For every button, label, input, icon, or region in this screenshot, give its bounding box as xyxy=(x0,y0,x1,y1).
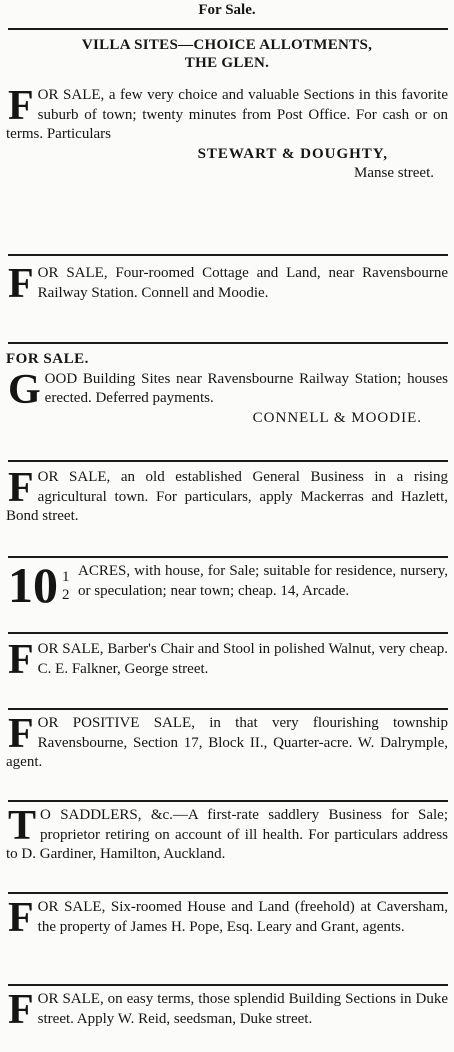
ad-cottage xyxy=(6,264,448,334)
divider xyxy=(8,342,448,344)
divider xyxy=(8,460,448,462)
ad-firm: CONNELL & MOODIE. xyxy=(252,409,422,426)
ad-villa-sites xyxy=(6,36,448,250)
fraction-bottom: 2 xyxy=(62,587,70,603)
divider xyxy=(8,556,448,558)
drop-cap: F xyxy=(8,898,34,941)
ad-body: OR SALE, a few very choice and valuable Sections in this favorite suburb of town; twenty minutes from Post Office. For cash or on terms. Particulars xyxy=(6,87,448,143)
divider xyxy=(8,632,448,634)
divider xyxy=(8,708,448,710)
divider xyxy=(8,800,448,802)
ad-body: OR SALE, an old established General Business in a rising agricultural town. For particulars, apply Mackerras and Hazlett, Bond street. xyxy=(6,469,448,525)
drop-cap: F xyxy=(8,990,34,1033)
section-header: For Sale. xyxy=(198,2,256,18)
ad-body: OR SALE, Four-roomed Cottage and Land, near Ravensbourne Railway Station. Connell and Moodie. xyxy=(37,265,448,301)
drop-cap: T xyxy=(8,806,37,849)
ad-general-business xyxy=(6,468,448,552)
drop-cap: F xyxy=(8,468,34,511)
drop-cap: 10 xyxy=(8,562,58,613)
ad-body: O SADDLERS, &c.—A first-rate saddlery Business for Sale; proprietor retiring on account of ill health. For particulars address to D. Gardiner, Hamilton, Auckland. xyxy=(6,807,448,863)
ad-heading: FOR SALE. xyxy=(6,351,89,367)
ad-firm: STEWART & DOUGHTY, xyxy=(197,145,388,162)
ad-acres xyxy=(6,562,448,630)
ad-body: OR SALE, Barber's Chair and Stool in polished Walnut, very cheap. C. E. Falkner, George street. xyxy=(37,641,448,677)
divider xyxy=(8,254,448,256)
drop-cap: F xyxy=(8,714,34,757)
ad-positive-sale xyxy=(6,714,448,798)
ad-saddlers xyxy=(6,806,448,890)
ad-body: OR SALE, on easy terms, those splendid Building Sections in Duke street. Apply W. Reid, seedsman, Duke street. xyxy=(37,991,448,1027)
ad-six-roomed-house xyxy=(6,898,448,982)
ad-title: VILLA SITES—CHOICE ALLOTMENTS, xyxy=(81,37,373,53)
ad-body: OOD Building Sites near Ravensbourne Railway Station; houses erected. Deferred payments. xyxy=(44,370,448,407)
ad-address: Manse street. xyxy=(354,165,434,182)
divider xyxy=(8,28,448,30)
drop-cap: F xyxy=(8,83,34,129)
ad-building-sites xyxy=(6,350,448,456)
drop-cap: F xyxy=(8,264,34,307)
drop-cap: G xyxy=(8,366,41,413)
ad-subtitle: THE GLEN. xyxy=(184,55,270,71)
divider xyxy=(8,984,448,986)
ad-body: ACRES, with house, for Sale; suitable for residence, nursery, or speculation; near town; cheap. 14, Arcade. xyxy=(78,563,448,599)
drop-cap: F xyxy=(8,640,34,683)
divider xyxy=(8,892,448,894)
ad-barbers-chair xyxy=(6,640,448,704)
fraction xyxy=(62,568,72,604)
ad-duke-street xyxy=(6,990,448,1052)
fraction-top: 1 xyxy=(62,569,70,585)
ad-body: OR POSITIVE SALE, in that very flourishing township Ravensbourne, Section 17, Block II., Quarter-acre. W. Dalrymple, agent. xyxy=(6,715,448,771)
ad-body: OR SALE, Six-roomed House and Land (freehold) at Caversham, the property of James H. Pope, Esq. Leary and Grant, agents. xyxy=(37,899,448,935)
